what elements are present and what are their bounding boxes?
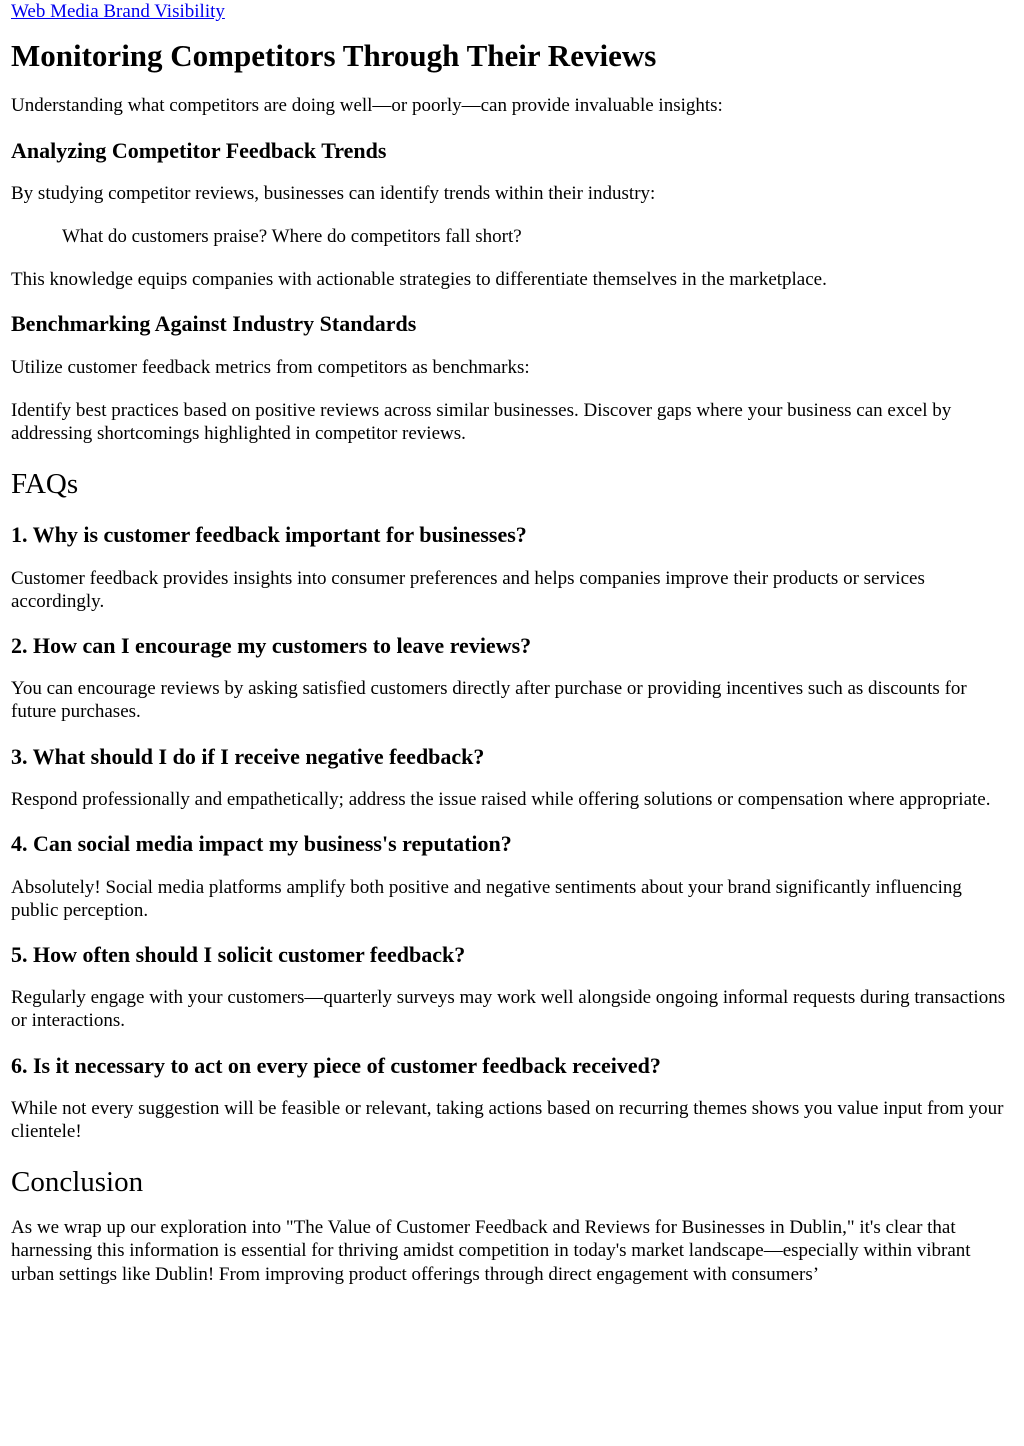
faq-question: 6. Is it necessary to act on every piece of customer feedback received? — [11, 1052, 661, 1078]
paragraph: This knowledge equips companies with actionable strategies to differentiate themselves in the marketplace. — [11, 269, 827, 291]
brand-visibility-link[interactable]: Web Media Brand Visibility — [11, 1, 225, 22]
faq-answer: You can encourage reviews by asking satisfied customers directly after purchase or providing incentives such as discounts for future purchases. — [11, 678, 967, 723]
faq-question: 4. Can social media impact my business's reputation? — [11, 831, 512, 857]
faq-question: 1. Why is customer feedback important for businesses? — [11, 522, 527, 548]
paragraph: By studying competitor reviews, businesses can identify trends within their industry: — [11, 182, 656, 204]
faq-answer: Absolutely! Social media platforms amplify both positive and negative sentiments about your brand significantly influencing public perception. — [11, 876, 962, 921]
faq-answer: While not every suggestion will be feasible or relevant, taking actions based on recurring themes shows you value input from your clientele! — [11, 1098, 1004, 1143]
faq-question: 2. How can I encourage my customers to leave reviews? — [11, 632, 532, 658]
section-intro: Understanding what competitors are doing well—or poorly—can provide invaluable insights: — [11, 95, 723, 117]
trend-list — [11, 225, 1014, 248]
paragraph: Identify best practices based on positive reviews across similar businesses. Discover gaps where your business can excel by addressing shortcomings highlighted in competitor reviews. — [11, 400, 952, 445]
list-item: What do customers praise? Where do competitors fall short? — [62, 226, 522, 248]
subheading-benchmarking: Benchmarking Against Industry Standards — [11, 311, 417, 337]
faq-answer: Customer feedback provides insights into consumer preferences and helps companies improve their products or services accordingly. — [11, 567, 925, 612]
conclusion-paragraph: As we wrap up our exploration into "The Value of Customer Feedback and Reviews for Businesses in Dublin," it's clear that harnessing this information is essential for thriving amidst competition in today's market landscape—especially within vibrant urban settings like Dublin! From improving product offerings through direct engagement with consumers’ — [11, 1217, 971, 1285]
section-heading-monitoring: Monitoring Competitors Through Their Reviews — [11, 38, 657, 74]
faq-answer: Regularly engage with your customers—quarterly surveys may work well alongside ongoing informal requests during transactions or interactions. — [11, 987, 1006, 1032]
faq-answer: Respond professionally and empathetically; address the issue raised while offering solutions or compensation where appropriate. — [11, 789, 991, 810]
faq-question: 5. How often should I solicit customer feedback? — [11, 941, 466, 967]
paragraph: Utilize customer feedback metrics from competitors as benchmarks: — [11, 356, 530, 378]
faq-question: 3. What should I do if I receive negative feedback? — [11, 743, 485, 769]
faqs-heading: FAQs — [11, 468, 79, 501]
subheading-competitor-trends: Analyzing Competitor Feedback Trends — [11, 137, 387, 163]
conclusion-heading: Conclusion — [11, 1166, 144, 1199]
